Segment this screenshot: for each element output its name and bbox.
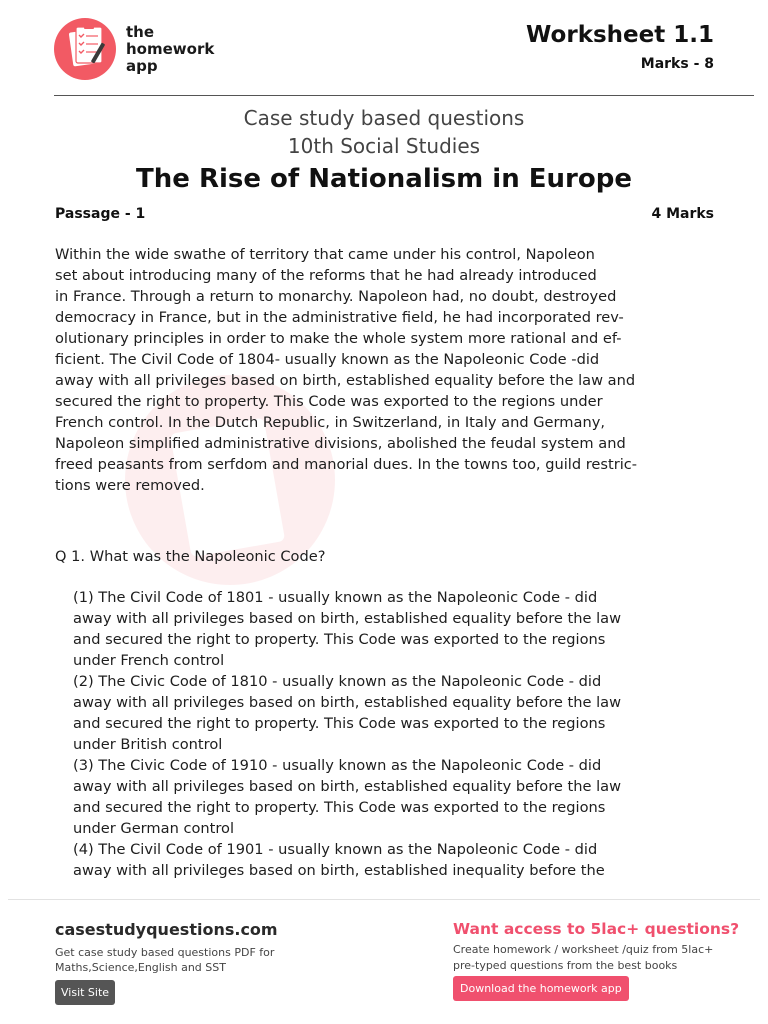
- brand-line-1: the: [126, 22, 155, 41]
- passage-text: [55, 244, 655, 496]
- worksheet-title: Worksheet 1.1: [526, 22, 714, 48]
- worksheet-marks: Marks - 8: [640, 56, 714, 72]
- passage-line: secured the right to property. This Code was exported to the regions under: [55, 393, 603, 410]
- option-line: away with all privileges based on birth, established equality before the law: [73, 778, 622, 795]
- passage-line: freed peasants from serfdom and manorial dues. In the towns too, guild restric-: [55, 456, 638, 473]
- header-divider: [54, 95, 754, 96]
- question-1: Q 1. What was the Napoleonic Code?: [55, 548, 326, 565]
- option-line: and secured the right to property. This Code was exported to the regions: [73, 631, 606, 648]
- subtitle-case-study: Case study based questions: [243, 106, 525, 130]
- passage-line: Within the wide swathe of territory that came under his control, Napoleon: [55, 246, 595, 263]
- passage-label: Passage - 1: [55, 206, 146, 222]
- passage-line: French control. In the Dutch Republic, in Switzerland, in Italy and Germany,: [55, 414, 605, 431]
- promo-title: Want access to 5lac+ questions?: [453, 920, 740, 938]
- passage-line: olutionary principles in order to make the whole system more rational and ef-: [55, 330, 622, 347]
- option-line: and secured the right to property. This Code was exported to the regions: [73, 799, 606, 816]
- passage-line: tions were removed.: [55, 477, 205, 494]
- option-line: (2) The Civic Code of 1810 - usually known as the Napoleonic Code - did: [73, 673, 602, 690]
- option-line: (4) The Civil Code of 1901 - usually known as the Napoleonic Code - did: [73, 841, 598, 858]
- option-line: and secured the right to property. This Code was exported to the regions: [73, 715, 606, 732]
- subtitle-subject: 10th Social Studies: [287, 134, 481, 158]
- option-line: (3) The Civic Code of 1910 - usually known as the Napoleonic Code - did: [73, 757, 602, 774]
- brand-line-2: homework: [126, 39, 215, 58]
- footer-divider: [8, 899, 760, 900]
- brand-logo[interactable]: [54, 18, 214, 80]
- question-1-options: [73, 587, 673, 881]
- footer-description: Get case study based questions PDF for Maths,Science,English and SST: [55, 946, 275, 974]
- passage-marks: 4 Marks: [651, 206, 714, 222]
- option-line: under French control: [73, 652, 225, 669]
- passage-line: in France. Through a return to monarchy. Napoleon had, no doubt, destroyed: [55, 288, 617, 305]
- option-line: away with all privileges based on birth, established equality before the law: [73, 610, 622, 627]
- option-line: away with all privileges based on birth, established inequality before the: [73, 862, 605, 879]
- footer-site-link[interactable]: casestudyquestions.com: [55, 920, 278, 939]
- passage-line: ficient. The Civil Code of 1804- usually known as the Napoleonic Code -did: [55, 351, 600, 368]
- visit-site-button[interactable]: Visit Site: [55, 980, 115, 1005]
- page-title: The Rise of Nationalism in Europe: [136, 164, 632, 194]
- brand-line-3: app: [126, 56, 158, 75]
- option-line: under British control: [73, 736, 223, 753]
- passage-line: democracy in France, but in the administrative field, he had incorporated rev-: [55, 309, 624, 326]
- option-line: under German control: [73, 820, 235, 837]
- option-line: (1) The Civil Code of 1801 - usually known as the Napoleonic Code - did: [73, 589, 598, 606]
- brand-name: [126, 24, 214, 75]
- passage-line: Napoleon simplified administrative divisions, abolished the feudal system and: [55, 435, 626, 452]
- download-app-button[interactable]: Download the homework app: [453, 976, 629, 1001]
- passage-line: away with all privileges based on birth, established equality before the law and: [55, 372, 636, 389]
- promo-description: Create homework / worksheet /quiz from 5lac+ pre-typed questions from the best books: [453, 943, 714, 972]
- passage-line: set about introducing many of the reforms that he had already introduced: [55, 267, 597, 284]
- clipboard-checklist-icon: [54, 18, 116, 80]
- option-line: away with all privileges based on birth, established equality before the law: [73, 694, 622, 711]
